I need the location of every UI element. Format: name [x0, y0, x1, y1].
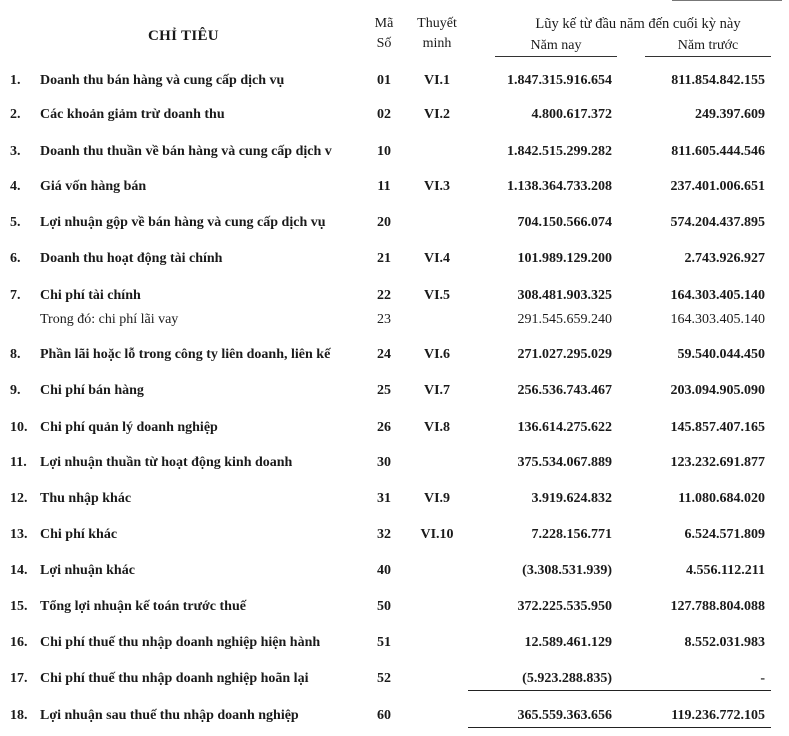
- table-row: [0, 104, 789, 126]
- row-previous-value: 127.788.804.088: [670, 599, 765, 614]
- header-thuyet-minh-line2: minh: [422, 36, 452, 51]
- row-current-value: 101.989.129.200: [517, 251, 612, 266]
- row-number: 1.: [10, 73, 21, 88]
- row-code: 23: [377, 312, 391, 327]
- row-previous-value: 59.540.044.450: [677, 347, 765, 362]
- row-code: 30: [377, 455, 391, 470]
- row-label: Chi phí khác: [40, 527, 118, 542]
- row-current-value: 704.150.566.074: [517, 215, 612, 230]
- row-label: Tổng lợi nhuận kế toán trước thuế: [40, 599, 246, 614]
- table-row: [0, 344, 789, 366]
- row-current-value: 3.919.624.832: [531, 491, 612, 506]
- row-previous-value: 145.857.407.165: [670, 420, 765, 435]
- row-previous-value: 164.303.405.140: [670, 288, 765, 303]
- row-label: Thu nhập khác: [40, 491, 132, 506]
- row-code: 26: [377, 420, 391, 435]
- row-current-value: 375.534.067.889: [517, 455, 612, 470]
- row-note: VI.2: [423, 107, 451, 122]
- row-previous-value: 8.552.031.983: [684, 635, 765, 650]
- row-current-value: 1.138.364.733.208: [507, 179, 612, 194]
- row-code: 50: [377, 599, 391, 614]
- row-number: 7.: [10, 288, 21, 303]
- row-number: 15.: [10, 599, 28, 614]
- row-number: 3.: [10, 144, 21, 159]
- row-label: Chi phí thuế thu nhập doanh nghiệp hiện hành: [40, 635, 321, 650]
- row-note: VI.4: [423, 251, 451, 266]
- row-note: VI.1: [423, 73, 451, 88]
- header-ma-so: [371, 14, 397, 54]
- table-row: [0, 560, 789, 582]
- row-label: Lợi nhuận khác: [40, 563, 135, 578]
- row-code: 22: [377, 288, 391, 303]
- row-code: 51: [377, 635, 391, 650]
- row-code: 11: [377, 179, 391, 194]
- row-number: 9.: [10, 383, 21, 398]
- header-nam-nay: Năm nay: [495, 36, 617, 57]
- row-label: Phần lãi hoặc lỗ trong công ty liên doanh, liên kế: [40, 347, 331, 362]
- row-note: VI.8: [423, 420, 451, 435]
- row-label: Chi phí bán hàng: [40, 383, 144, 398]
- row-current-value: 12.589.461.129: [524, 635, 612, 650]
- row-label: Doanh thu bán hàng và cung cấp dịch vụ: [40, 73, 285, 88]
- row-previous-value: 164.303.405.140: [670, 312, 765, 327]
- row-previous-value: 237.401.006.651: [670, 179, 765, 194]
- row-label: Chi phí thuế thu nhập doanh nghiệp hoãn lại: [40, 671, 309, 686]
- row-note: VI.9: [423, 491, 451, 506]
- header-luy-ke: Lũy kế từ đầu năm đến cuối kỳ này: [535, 16, 741, 32]
- row-label: Lợi nhuận sau thuế thu nhập doanh nghiệp: [40, 708, 299, 723]
- row-previous-value: 4.556.112.211: [686, 563, 765, 578]
- row-number: 14.: [10, 563, 28, 578]
- row-code: 52: [377, 671, 391, 686]
- row-note: VI.5: [423, 288, 451, 303]
- row-code: 21: [377, 251, 391, 266]
- row-label: Các khoản giảm trừ doanh thu: [40, 107, 225, 122]
- total-rule-previous: [618, 727, 771, 728]
- table-row: [0, 632, 789, 654]
- row-label: Lợi nhuận thuần từ hoạt động kinh doanh: [40, 455, 293, 470]
- table-row: [0, 141, 789, 163]
- row-code: 20: [377, 215, 391, 230]
- row-note: VI.10: [420, 527, 454, 542]
- table-row: [0, 417, 789, 439]
- table-row: [0, 705, 789, 727]
- row-current-value: 4.800.617.372: [531, 107, 612, 122]
- subtotal-rule-current: [468, 690, 618, 691]
- row-code: 31: [377, 491, 391, 506]
- table-row: [0, 668, 789, 690]
- row-label: Giá vốn hàng bán: [40, 179, 147, 194]
- row-previous-value: 2.743.926.927: [684, 251, 765, 266]
- row-previous-value: 249.397.609: [695, 107, 765, 122]
- row-code: 02: [377, 107, 391, 122]
- header-ma-so-line2: Số: [376, 36, 392, 51]
- row-current-value: 256.536.743.467: [517, 383, 612, 398]
- table-row: [0, 70, 789, 92]
- table-row: [0, 212, 789, 234]
- row-number: 4.: [10, 179, 21, 194]
- row-code: 24: [377, 347, 391, 362]
- row-note: VI.3: [423, 179, 451, 194]
- table-row: [0, 248, 789, 270]
- row-label: Doanh thu hoạt động tài chính: [40, 251, 223, 266]
- row-number: 17.: [10, 671, 28, 686]
- row-previous-value: 123.232.691.877: [670, 455, 765, 470]
- row-code: 40: [377, 563, 391, 578]
- row-number: 6.: [10, 251, 21, 266]
- row-current-value: 136.614.275.622: [517, 420, 612, 435]
- row-label: Lợi nhuận gộp về bán hàng và cung cấp dịch vụ: [40, 215, 326, 230]
- header-nam-truoc: Năm trước: [645, 36, 771, 57]
- row-note: VI.6: [423, 347, 451, 362]
- table-row: [0, 488, 789, 510]
- row-current-value: 365.559.363.656: [517, 708, 612, 723]
- row-code: 32: [377, 527, 391, 542]
- row-previous-value: 119.236.772.105: [671, 708, 765, 723]
- row-number: 8.: [10, 347, 21, 362]
- row-current-value: 271.027.295.029: [517, 347, 612, 362]
- row-number: 16.: [10, 635, 28, 650]
- table-row: [0, 524, 789, 546]
- top-rule: [672, 0, 782, 3]
- header-thuyet-minh: [410, 14, 464, 54]
- row-label: Chi phí tài chính: [40, 288, 141, 303]
- row-number: 10.: [10, 420, 28, 435]
- total-rule-current: [468, 727, 618, 728]
- row-previous-value: -: [760, 671, 765, 686]
- row-label: Doanh thu thuần về bán hàng và cung cấp dịch v: [40, 144, 332, 159]
- row-code: 25: [377, 383, 391, 398]
- table-row: [0, 176, 789, 198]
- row-note: VI.7: [423, 383, 451, 398]
- header-chi-tieu: CHỈ TIÊU: [148, 28, 219, 44]
- row-current-value: (3.308.531.939): [522, 563, 612, 578]
- row-previous-value: 203.094.905.090: [670, 383, 765, 398]
- table-row: [0, 596, 789, 618]
- row-previous-value: 6.524.571.809: [684, 527, 765, 542]
- row-previous-value: 811.854.842.155: [671, 73, 765, 88]
- row-code: 60: [377, 708, 391, 723]
- row-number: 5.: [10, 215, 21, 230]
- row-current-value: 7.228.156.771: [531, 527, 612, 542]
- row-current-value: 1.842.515.299.282: [507, 144, 612, 159]
- row-number: 13.: [10, 527, 28, 542]
- row-current-value: 372.225.535.950: [517, 599, 612, 614]
- row-previous-value: 574.204.437.895: [670, 215, 765, 230]
- table-row: [0, 309, 789, 331]
- row-number: 12.: [10, 491, 28, 506]
- row-current-value: (5.923.288.835): [522, 671, 612, 686]
- header-ma-so-line1: Mã: [374, 16, 394, 31]
- row-current-value: 291.545.659.240: [517, 312, 612, 327]
- subtotal-rule-previous: [618, 690, 771, 691]
- row-code: 01: [377, 73, 391, 88]
- row-current-value: 1.847.315.916.654: [507, 73, 612, 88]
- row-label: Chi phí quản lý doanh nghiệp: [40, 420, 218, 435]
- header-thuyet-minh-line1: Thuyết: [417, 16, 457, 31]
- row-number: 2.: [10, 107, 21, 122]
- row-number: 11.: [10, 455, 27, 470]
- row-number: 18.: [10, 708, 28, 723]
- row-code: 10: [377, 144, 391, 159]
- row-label: Trong đó: chi phí lãi vay: [40, 312, 179, 327]
- table-row: [0, 285, 789, 307]
- row-current-value: 308.481.903.325: [517, 288, 612, 303]
- row-previous-value: 811.605.444.546: [671, 144, 765, 159]
- row-previous-value: 11.080.684.020: [678, 491, 765, 506]
- table-row: [0, 452, 789, 474]
- table-row: [0, 380, 789, 402]
